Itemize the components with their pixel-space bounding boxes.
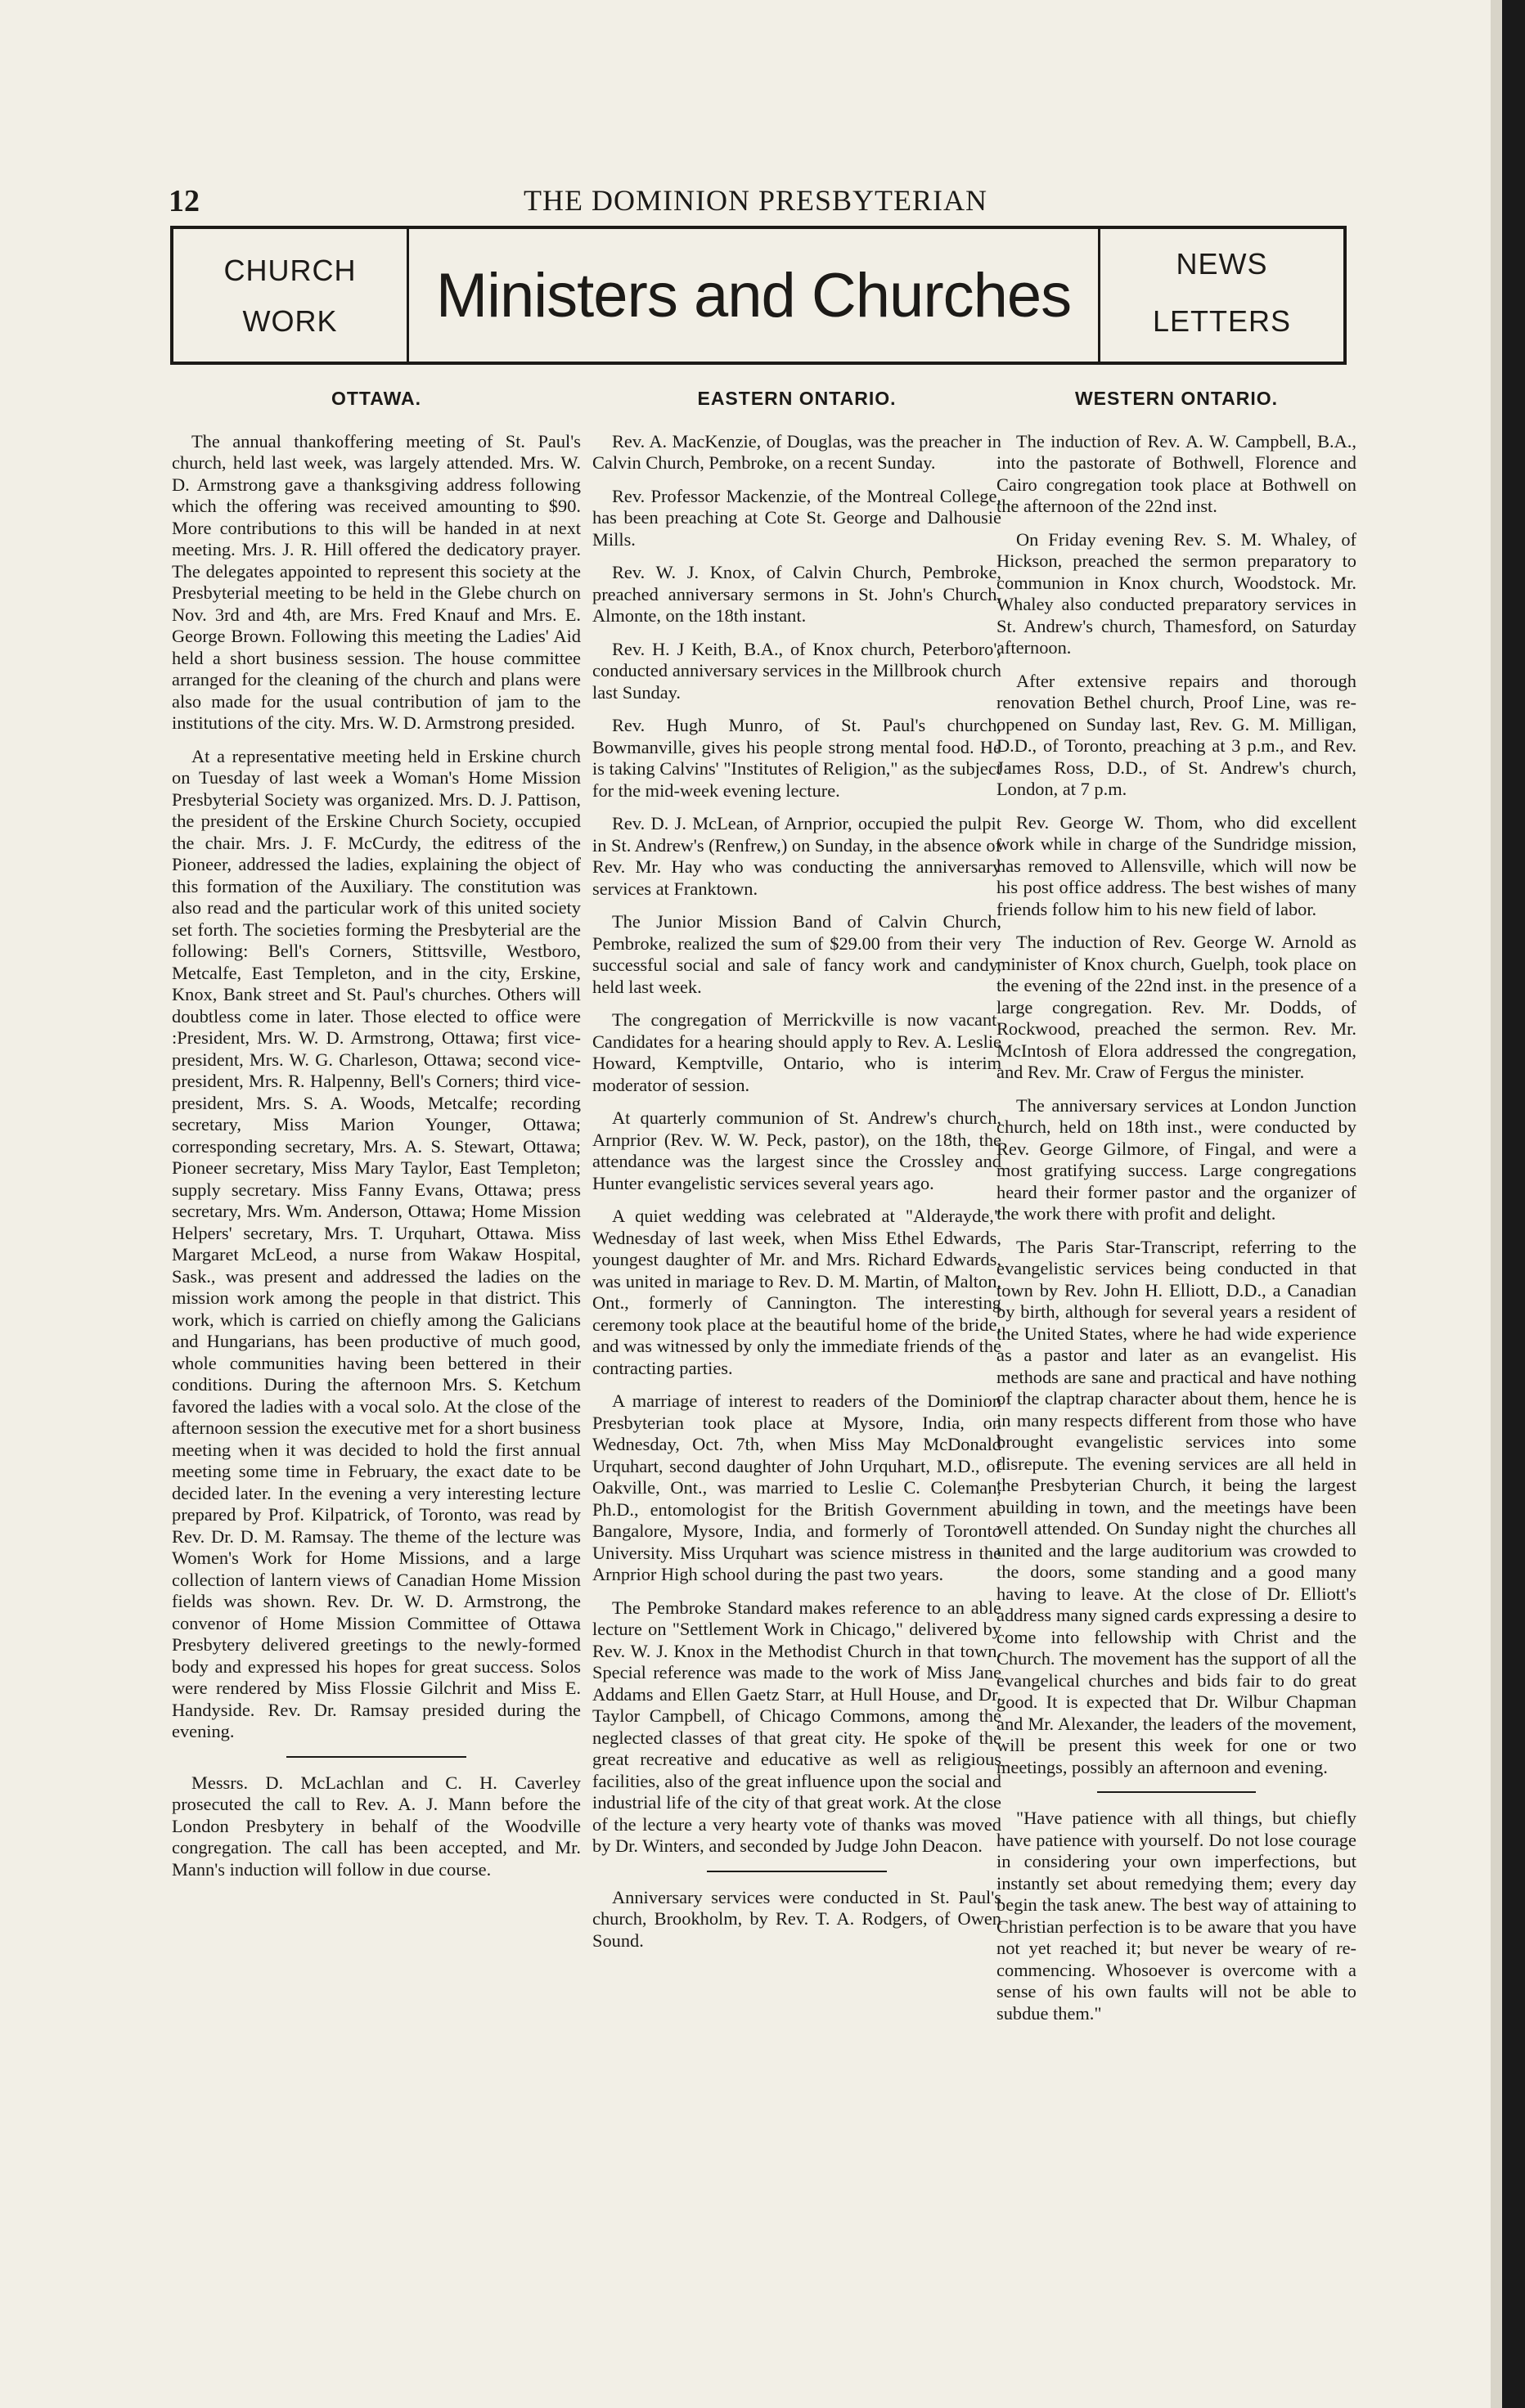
- article-paragraph: Rev. Professor Mackenzie, of the Montreal College, has been preaching at Cote St. George and Dalhousie Mills.: [592, 485, 1001, 550]
- scan-edge: [1491, 0, 1502, 2408]
- article-paragraph: Anniversary services were conducted in St. Paul's church, Brookholm, by Rev. T. A. Rodgers, of Owen Sound.: [592, 1886, 1001, 1951]
- article-paragraph: Rev. D. J. McLean, of Arnprior, occupied the pulpit in St. Andrew's (Renfrew,) on Sunday, in the absence of Rev. Mr. Hay who was conducting the anniversary services at Franktown.: [592, 813, 1001, 899]
- article-paragraph: Rev. A. MacKenzie, of Douglas, was the preacher in Calvin Church, Pembroke, on a recent Sunday.: [592, 430, 1001, 473]
- article-paragraph: Rev. H. J Keith, B.A., of Knox church, Peterboro', conducted anniversary services in the Millbrook church last Sunday.: [592, 638, 1001, 703]
- column-heading: EASTERN ONTARIO.: [697, 388, 897, 409]
- column-heading: OTTAWA.: [331, 388, 422, 409]
- masthead-left-box: [173, 229, 409, 362]
- masthead-left-line2: WORK: [242, 304, 338, 338]
- page-number: 12: [169, 184, 200, 218]
- article-paragraph: The induction of Rev. A. W. Campbell, B.A., into the pastorate of Bothwell, Florence and Cairo congregation took place at Bothwell on the afternoon of the 22nd inst.: [996, 430, 1356, 516]
- divider-rule: [707, 1871, 887, 1872]
- column-western-ontario: [996, 388, 1356, 2036]
- divider-rule: [286, 1756, 466, 1758]
- masthead-center: [409, 229, 1098, 362]
- masthead-right-line2: LETTERS: [1152, 304, 1292, 338]
- article-paragraph: Messrs. D. McLachlan and C. H. Caverley prosecuted the call to Rev. A. J. Mann before the London Presbytery in behalf of the Woodville congregation. The call has been accepted, and Mr. Mann's induction will follow in due course.: [172, 1772, 581, 1880]
- running-head: THE DOMINION PRESBYTERIAN: [524, 184, 987, 217]
- article-paragraph: At quarterly communion of St. Andrew's church, Arnprior (Rev. W. W. Peck, pastor), on the 18th, the attendance was the largest since the Crossley and Hunter evangelistic services several years ago.: [592, 1107, 1001, 1193]
- article-paragraph: Rev. Hugh Munro, of St. Paul's church, Bowmanville, gives his people strong mental food. He is taking Calvins' "Institutes of Religion," as the subject for the mid-week evening lecture.: [592, 715, 1001, 801]
- article-paragraph: The Paris Star-Transcript, referring to the evangelistic services being conducted in that town by Rev. John H. Elliott, D.D., a Canadian by birth, although for several years a resident of the United States, where he had wide experience as a pastor and later as an evangelist. His methods are sane and practical and have nothing of the claptrap character about them, hence he is in many respects different from those who have brought evangelistic services into some disrepute. The evening services are all held in the Presbyterian Church, it being the largest building in town, and the meetings have been well attended. On Sunday night the churches all united and the large auditorium was crowded to the doors, some standing and a good many having to leave. At the close of Dr. Elliott's address many signed cards expressing a desire to come into fellowship with Christ and the Church. The movement has the support of all the evangelical churches and bids fair to do great good. It is expected that Dr. Wilbur Chapman and Mr. Alexander, the leaders of the movement, will be present this week for one or two meetings, possibly an afternoon and evening.: [996, 1236, 1356, 1777]
- article-paragraph: Rev. George W. Thom, who did excellent work while in charge of the Sundridge mission, has removed to Allensville, which will now be his post office address. The best wishes of many friends follow him to his new field of labor.: [996, 811, 1356, 919]
- divider-rule: [1097, 1791, 1256, 1793]
- article-paragraph: The anniversary services at London Junction church, held on 18th inst., were conducted by Rev. George Gilmore, of Fingal, and were a most gratifying success. Large congregations heard their former pastor and the organizer of the work there with profit and delight.: [996, 1094, 1356, 1224]
- article-paragraph: Rev. W. J. Knox, of Calvin Church, Pembroke, preached anniversary sermons in St. John's Church, Almonte, on the 18th instant.: [592, 562, 1001, 626]
- article-paragraph: The induction of Rev. George W. Arnold as minister of Knox church, Guelph, took place on the evening of the 22nd inst. in the presence of a large congregation. Rev. Mr. Dodds, of Rockwood, preached the sermon. Rev. Mr. McIntosh of Elora addressed the congregation, and Rev. Mr. Craw of Fergus the minister.: [996, 932, 1356, 1082]
- article-paragraph: A marriage of interest to readers of the Dominion Presbyterian took place at Mysore, India, on Wednesday, Oct. 7th, when Miss May McDonald Urquhart, second daughter of John Urquhart, M.D., of Oakville, Ont., was married to Leslie C. Coleman, Ph.D., entomologist for the British Government at Bangalore, Mysore, India, and formerly of Toronto University. Miss Urquhart was science mistress in the Arnprior High school during the past two years.: [592, 1390, 1001, 1584]
- article-paragraph: The Pembroke Standard makes reference to an able lecture on "Settlement Work in Chicago," delivered by Rev. W. J. Knox in the Methodist Church in that town. Special reference was made to the work of Miss Jane Addams and Ellen Gaetz Starr, at Hull House, and Dr. Taylor Campbell, of Chicago Commons, among the neglected classes of that great city. He spoke of the great recreative and educative as well as religious facilities, also of the great influence upon the social and industrial life of the city of that great work. At the close of the lecture a very hearty vote of thanks was moved by Dr. Winters, and seconded by Judge John Deacon.: [592, 1597, 1001, 1856]
- masthead-right-line1: NEWS: [1176, 247, 1268, 281]
- column-eastern-ontario: [592, 388, 1001, 1963]
- masthead-left-line1: CHURCH: [223, 254, 357, 287]
- article-paragraph: After extensive repairs and thorough renovation Bethel church, Proof Line, was re-opened on Sunday last, Rev. G. M. Milligan, D.D., of Toronto, preaching at 3 p.m., and Rev. James Ross, D.D., of St. Andrew's church, London, at 7 p.m.: [996, 670, 1356, 799]
- article-paragraph: The annual thankoffering meeting of St. Paul's church, held last week, was largely attended. Mrs. W. D. Armstrong gave a thanksgiving address following which the offering was received amounting to $90. More contributions to this will be handed in at next meeting. Mrs. J. R. Hill offered the dedicatory prayer. The delegates appointed to represent this society at the Presbyterial meeting to be held in the Glebe church on Nov. 3rd and 4th, are Mrs. Fred Knauf and Mrs. E. George Brown. Following this meeting the Ladies' Aid held a short business session. The house committee arranged for the cleaning of the church and plans were also made for the usual contribution of jam to the institutions of the city. Mrs. W. D. Armstrong presided.: [172, 430, 581, 733]
- scan-border: [1502, 0, 1525, 2408]
- article-paragraph: The Junior Mission Band of Calvin Church, Pembroke, realized the sum of $29.00 from their very successful social and sale of fancy work and candy, held last week.: [592, 911, 1001, 997]
- article-paragraph: The congregation of Merrickville is now vacant. Candidates for a hearing should apply to Rev. A. Leslie Howard, Kemptville, Ontario, who is interim moderator of session.: [592, 1009, 1001, 1095]
- closing-quotation: "Have patience with all things, but chiefly have patience with yourself. Do not lose courage in considering your own imperfections, but instantly set about remedying them; every day begin the task anew. The best way of attaining to Christian perfection is to be aware that you have not yet reached it; but never be weary of re-commencing. Whosoever is overcome with a sense of his own faults will not be able to subdue them.": [996, 1808, 1356, 2024]
- masthead-right-box: [1098, 229, 1343, 362]
- article-paragraph: At a representative meeting held in Erskine church on Tuesday of last week a Woman's Home Mission Presbyterial Society was organized. Mrs. D. J. Pattison, the president of the Erskine Church Society, occupied the chair. Mrs. J. F. McCurdy, the editress of the Pioneer, addressed the ladies, explaining the object of this formation of the Auxiliary. The constitution was also read and the particular work of this united society set forth. The societies forming the Presbyterial are the following: Bell's Corners, Stittsville, Westboro, Metcalfe, East Templeton, and in the city, Erskine, Knox, Bank street and St. Paul's churches. Others will doubtless come in later. Those elected to office were :President, Mrs. W. D. Armstrong, Ottawa; first vice-president, Mrs. W. G. Charleson, Ottawa; second vice-president, Mrs. R. Halpenny, Bell's Corners; third vice-president, Mrs. S. A. Woods, Metcalfe; recording secretary, Miss Marion Younger, Ottawa; corresponding secretary, Mrs. A. S. Stewart, Ottawa; Pioneer secretary, Miss Mary Taylor, East Templeton; supply secretary. Miss Fanny Evans, Ottawa; press secretary, Mrs. Wm. Anderson, Ottawa; Home Mission Helpers' secretary, Mrs. T. Urquhart, Ottawa. Miss Margaret McLeod, a nurse from Wakaw Hospital, Sask., was present and addressed the ladies on the mission work among the people in that district. This work, which is carried on chiefly among the Galicians and Hungarians, has been productive of much good, whole communities having been bettered in their conditions. During the afternoon Mrs. S. Ketchum favored the ladies with a vocal solo. At the close of the afternoon session the executive met for a short business meeting when it was decided to hold the first annual meeting some time in February, the exact date to be decided later. In the evening a very interesting lecture prepared by Prof. Kilpatrick, of Toronto, was read by Rev. Dr. D. M. Ramsay. The theme of the lecture was Women's Work for Home Missions, and a large collection of lantern views of Canadian Home Mission fields was shown. Rev. Dr. W. D. Armstrong, the convenor of Home Mission Committee of Ottawa Presbytery delivered greetings to the newly-formed body and expressed his hopes for great success. Solos were rendered by Miss Flossie Gilchrit and Miss E. Handyside. Rev. Dr. Ramsay presided during the evening.: [172, 745, 581, 1741]
- masthead: [170, 226, 1347, 365]
- section-title: Ministers and Churches: [435, 260, 1072, 330]
- column-ottawa: [172, 388, 581, 1892]
- column-heading: WESTERN ONTARIO.: [1074, 388, 1279, 409]
- article-paragraph: A quiet wedding was celebrated at "Alderayde," Wednesday of last week, when Miss Ethel Edwards, youngest daughter of Mr. and Mrs. Richard Edwards, was united in mariage to Rev. D. M. Martin, of Malton, Ont., formerly of Cannington. The interesting ceremony took place at the beautiful home of the bride, and was witnessed by only the immediate friends of the contracting parties.: [592, 1206, 1001, 1378]
- article-paragraph: On Friday evening Rev. S. M. Whaley, of Hickson, preached the sermon preparatory to communion in Knox church, Woodstock. Mr. Whaley also conducted preparatory services in St. Andrew's church, Thamesford, on Saturday afternoon.: [996, 528, 1356, 658]
